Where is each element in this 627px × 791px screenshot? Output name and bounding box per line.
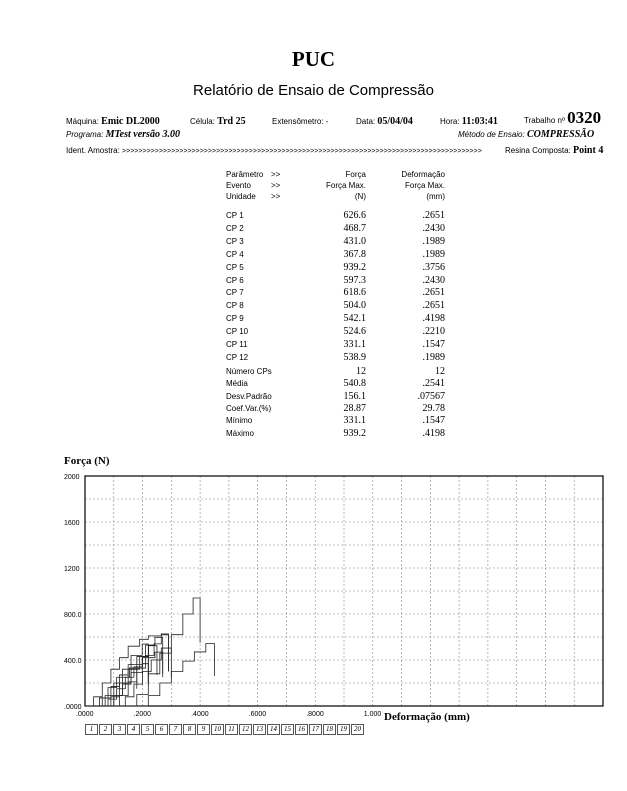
table-row-label: CP 6: [226, 275, 244, 285]
specimen-toggle-3[interactable]: 3: [113, 724, 126, 735]
x-tick-label: .4000: [191, 711, 209, 718]
table-row-label: CP 9: [226, 314, 244, 324]
table-row-force: 939.2: [343, 261, 366, 273]
table-row-force: 626.6: [343, 210, 366, 221]
table-header-force: (N): [354, 192, 366, 201]
table-stat-force: 331.1: [343, 415, 366, 427]
table-header-deformation: Força Max.: [404, 181, 445, 190]
table-row-deformation: .1989: [422, 248, 445, 260]
table-stat-deformation: 12: [435, 366, 445, 377]
extensometer-label: Extensômetro: -: [272, 117, 329, 126]
y-tick-label: .0000: [64, 704, 82, 711]
job-value: 0320: [567, 108, 602, 127]
table-stat-force: 156.1: [343, 390, 366, 402]
date-label: Data:: [356, 117, 376, 126]
table-stat-label: Mínimo: [226, 416, 253, 426]
specimen-toggle-13[interactable]: 13: [253, 724, 266, 735]
specimen-toggle-7[interactable]: 7: [169, 724, 182, 735]
machine-value: Emic DL2000: [101, 116, 160, 127]
table-stat-deformation: .4198: [422, 427, 445, 439]
specimen-toggle-1[interactable]: 1: [85, 724, 98, 735]
job-label: Trabalho nº: [524, 116, 565, 125]
x-tick-label: .6000: [248, 711, 267, 718]
table-row-label: CP 10: [226, 327, 249, 337]
report-title: PUC: [291, 47, 336, 71]
specimen-toggle-18[interactable]: 18: [323, 724, 336, 735]
x-tick-label: .2000: [133, 711, 152, 718]
table-row-label: CP 3: [226, 236, 244, 246]
method-label: Método de Ensaio:: [458, 130, 525, 139]
table-row-deformation: .2651: [422, 287, 445, 299]
method-value: COMPRESSÃO: [526, 129, 595, 140]
table-header-param: Unidade: [226, 192, 256, 201]
table-row-label: CP 12: [226, 352, 249, 362]
table-row-force: 524.6: [343, 326, 366, 338]
table-row-deformation: .2430: [422, 222, 445, 234]
specimen-toggle-14[interactable]: 14: [267, 724, 280, 735]
table-row-deformation: .2210: [422, 326, 445, 338]
specimen-toggle-17[interactable]: 17: [309, 724, 322, 735]
table-row-force: 504.0: [343, 300, 366, 312]
table-row-label: CP 7: [226, 288, 244, 298]
table-row-deformation: .1547: [422, 339, 445, 350]
table-stat-label: Desv.Padrão: [226, 391, 272, 401]
date-value: 05/04/04: [377, 116, 413, 127]
table-row-deformation: .2651: [422, 210, 445, 221]
table-stat-label: Máximo: [226, 428, 255, 438]
table-row-deformation: .1989: [422, 235, 445, 247]
time-value: 11:03:41: [461, 116, 498, 127]
table-row-force: 468.7: [343, 222, 366, 234]
specimen-toggle-8[interactable]: 8: [183, 724, 196, 735]
table-stat-label: Média: [226, 379, 248, 389]
chart-y-axis-title: Força (N): [64, 455, 110, 467]
specimen-toggle-20[interactable]: 20: [351, 724, 364, 735]
table-stat-force: 540.8: [343, 378, 366, 390]
specimen-toggle-5[interactable]: 5: [141, 724, 154, 735]
table-stat-label: Número CPs: [226, 367, 272, 376]
table-header-force: Força Max.: [325, 181, 366, 190]
time-label: Hora:: [440, 117, 460, 126]
specimen-selector: [85, 724, 365, 735]
table-row-label: CP 4: [226, 249, 244, 259]
table-row-deformation: .4198: [422, 313, 445, 325]
table-header-arrow: >>: [271, 192, 281, 201]
table-row-label: CP 5: [226, 262, 244, 272]
program-label: Programa:: [66, 130, 104, 139]
table-row-force: 367.8: [343, 248, 366, 260]
table-stat-force: 28.87: [343, 402, 366, 414]
table-row-label: CP 2: [226, 223, 244, 233]
series-line: [85, 644, 215, 706]
y-tick-label: 400.0: [64, 658, 82, 665]
series-line: [85, 634, 168, 706]
table-row-label: CP 8: [226, 301, 244, 311]
table-header-arrow: >>: [271, 181, 281, 190]
report-subtitle: Relatório de Ensaio de Compressão: [193, 82, 434, 99]
table-header-arrow: >>: [271, 170, 281, 179]
table-row-deformation: .3756: [422, 261, 445, 273]
table-stat-deformation: .07567: [417, 390, 445, 402]
table-row-deformation: .2430: [422, 274, 445, 286]
table-stat-deformation: .1547: [422, 415, 445, 427]
specimen-toggle-6[interactable]: 6: [155, 724, 168, 735]
y-tick-label: 1600: [64, 520, 80, 527]
cell-label: Célula:: [190, 117, 215, 126]
y-tick-label: 1200: [64, 566, 80, 573]
table-row-force: 431.0: [343, 235, 366, 247]
table-header-deformation: Deformação: [401, 170, 445, 179]
table-stat-deformation: .2541: [422, 378, 445, 390]
table-header-param: Evento: [226, 181, 251, 190]
table-row-label: CP 1: [226, 211, 244, 220]
machine-label: Máquina:: [66, 117, 99, 126]
table-header-force: Força: [345, 170, 366, 179]
program-value: MTest versão 3.00: [105, 129, 180, 140]
sample-id-label: Ident. Amostra:: [66, 146, 120, 155]
table-stat-label: Coef.Var.(%): [226, 403, 272, 413]
resin-label: Resina Composta:: [505, 146, 571, 155]
table-row-force: 542.1: [343, 313, 366, 325]
sample-id-arrows: >>>>>>>>>>>>>>>>>>>>>>>>>>>>>>>>>>>>>>>>>>>>>>>>>>>>>>>>>>>>>>>>>>>>>>>>>>>>>>>>>>>>>>>>: [122, 148, 482, 155]
table-row-label: CP 11: [226, 340, 248, 349]
specimen-toggle-10[interactable]: 10: [211, 724, 224, 735]
table-row-deformation: .2651: [422, 300, 445, 312]
specimen-toggle-9[interactable]: 9: [197, 724, 210, 735]
table-stat-force: 939.2: [343, 427, 366, 439]
table-row-force: 538.9: [343, 351, 366, 363]
table-row-force: 597.3: [343, 274, 366, 286]
y-tick-label: 2000: [64, 474, 80, 481]
table-row-force: 618.6: [343, 287, 366, 299]
specimen-toggle-2[interactable]: 2: [99, 724, 112, 735]
resin-value: Point 4: [573, 145, 604, 156]
y-tick-label: 800.0: [64, 612, 82, 619]
table-row-force: 331.1: [343, 339, 366, 350]
specimen-toggle-4[interactable]: 4: [127, 724, 140, 735]
specimen-toggle-19[interactable]: 19: [337, 724, 350, 735]
table-header-deformation: (mm): [426, 192, 445, 201]
specimen-toggle-16[interactable]: 16: [295, 724, 308, 735]
table-header-param: Parâmetro: [226, 170, 264, 179]
table-stat-deformation: 29.78: [422, 402, 445, 414]
table-row-deformation: .1989: [422, 351, 445, 363]
x-tick-label: .0000: [76, 711, 94, 718]
specimen-toggle-15[interactable]: 15: [281, 724, 294, 735]
table-stat-force: 12: [356, 366, 366, 377]
chart-x-axis-title: Deformação (mm): [384, 711, 470, 723]
x-tick-label: 1.000: [363, 711, 382, 718]
x-tick-label: .8000: [306, 711, 324, 718]
cell-value: Trd 25: [217, 116, 246, 127]
specimen-toggle-12[interactable]: 12: [239, 724, 252, 735]
specimen-toggle-11[interactable]: 11: [225, 724, 238, 735]
